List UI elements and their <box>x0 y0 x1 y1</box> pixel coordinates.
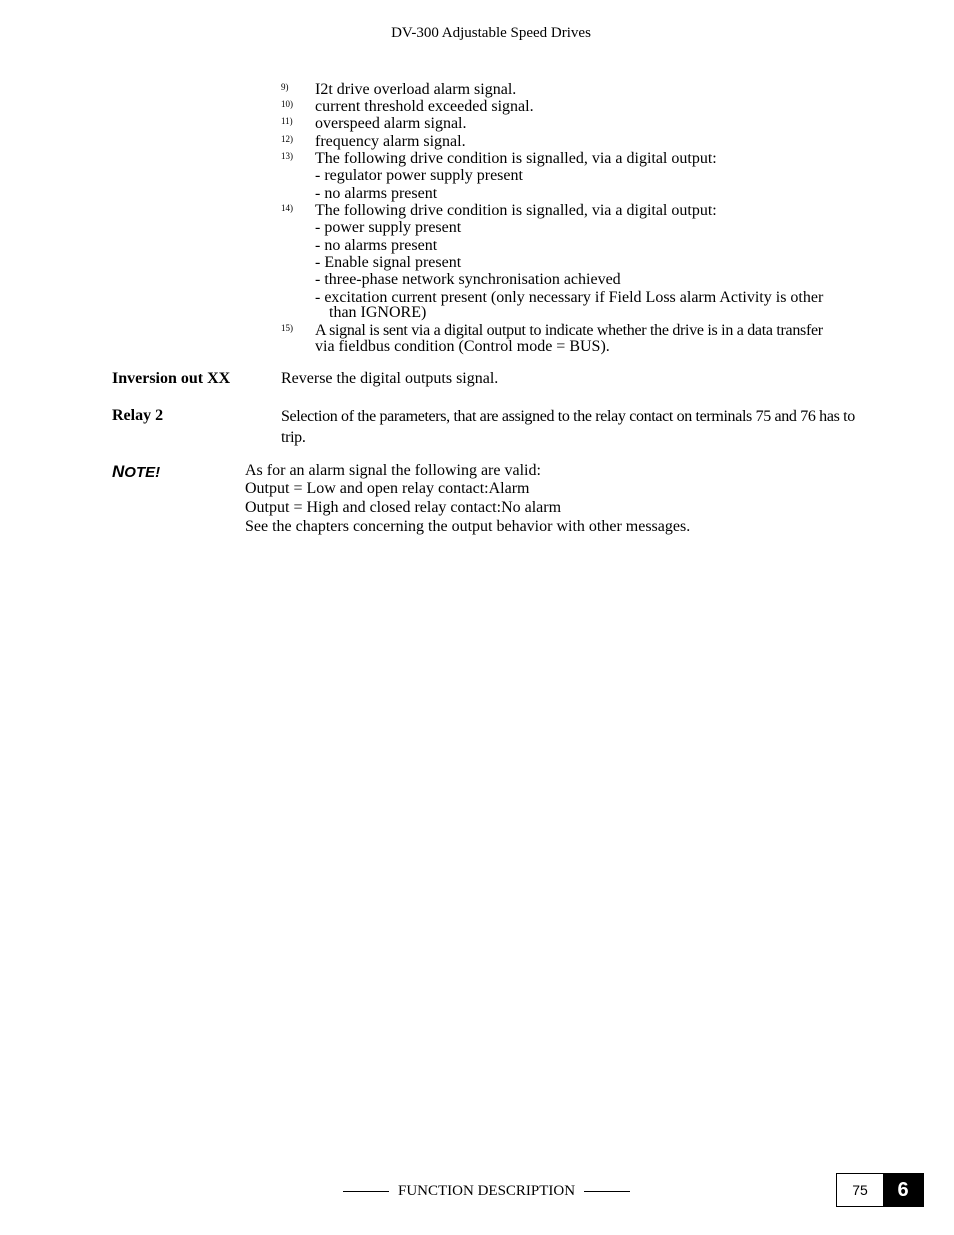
footnote-text: The following drive condition is signalled, via a digital output: <box>315 202 717 219</box>
footnote-text: current threshold exceeded signal. <box>315 98 534 115</box>
footnote-text: - no alarms present <box>315 185 438 202</box>
footnote-number: 11) <box>281 116 293 126</box>
footnote-text: - regulator power supply present <box>315 167 523 184</box>
footnote-number: 15) <box>281 323 293 333</box>
footnote-number: 14) <box>281 203 293 213</box>
footnote-text: via fieldbus condition (Control mode = BUS). <box>315 338 610 355</box>
footer-rule-right <box>584 1191 630 1192</box>
footnote-text: A signal is sent via a digital output to indicate whether the drive is in a data transfer <box>315 322 823 339</box>
footnote-text: frequency alarm signal. <box>315 133 466 150</box>
note-line: Output = Low and open relay contact:Alarm <box>245 480 530 497</box>
page-header: DV-300 Adjustable Speed Drives <box>391 25 591 41</box>
footnote-text: - three-phase network synchronisation achieved <box>315 271 621 288</box>
parameter-term: Inversion out XX <box>112 370 231 387</box>
footnote-number: 9) <box>281 82 289 92</box>
footnote-text: overspeed alarm signal. <box>315 115 467 132</box>
footnote-text: - no alarms present <box>315 237 438 254</box>
footer-section-title: FUNCTION DESCRIPTION <box>398 1183 576 1199</box>
footnote-text: I2t drive overload alarm signal. <box>315 81 517 98</box>
note-line: As for an alarm signal the following are valid: <box>245 462 541 479</box>
footer-rule-left <box>343 1191 389 1192</box>
footnote-text: - Enable signal present <box>315 254 462 271</box>
parameter-description: Reverse the digital outputs signal. <box>281 370 499 387</box>
note-label <box>112 462 160 482</box>
parameter-term: Relay 2 <box>112 407 164 424</box>
note-label-initial: N <box>112 462 125 481</box>
footnote-number: 10) <box>281 99 293 109</box>
note-line: Output = High and closed relay contact:No alarm <box>245 499 562 516</box>
note-label-rest: OTE! <box>124 464 161 481</box>
footnote-text: - power supply present <box>315 219 462 236</box>
footnote-text: than IGNORE) <box>329 304 427 321</box>
footnote-number: 12) <box>281 134 293 144</box>
page-footer <box>343 1183 630 1200</box>
page-number-box <box>836 1173 924 1207</box>
footnote-text: The following drive condition is signalled, via a digital output: <box>315 150 717 167</box>
page-number: 75 <box>852 1182 868 1198</box>
chapter-number: 6 <box>883 1174 923 1206</box>
note-line: See the chapters concerning the output behavior with other messages. <box>245 518 691 535</box>
footnote-number: 13) <box>281 151 293 161</box>
parameter-description: Selection of the parameters, that are assigned to the relay contact on terminals 75 and 76 has to trip. <box>281 408 855 446</box>
footnote-text: - excitation current present (only necessary if Field Loss alarm Activity is other <box>315 289 824 306</box>
